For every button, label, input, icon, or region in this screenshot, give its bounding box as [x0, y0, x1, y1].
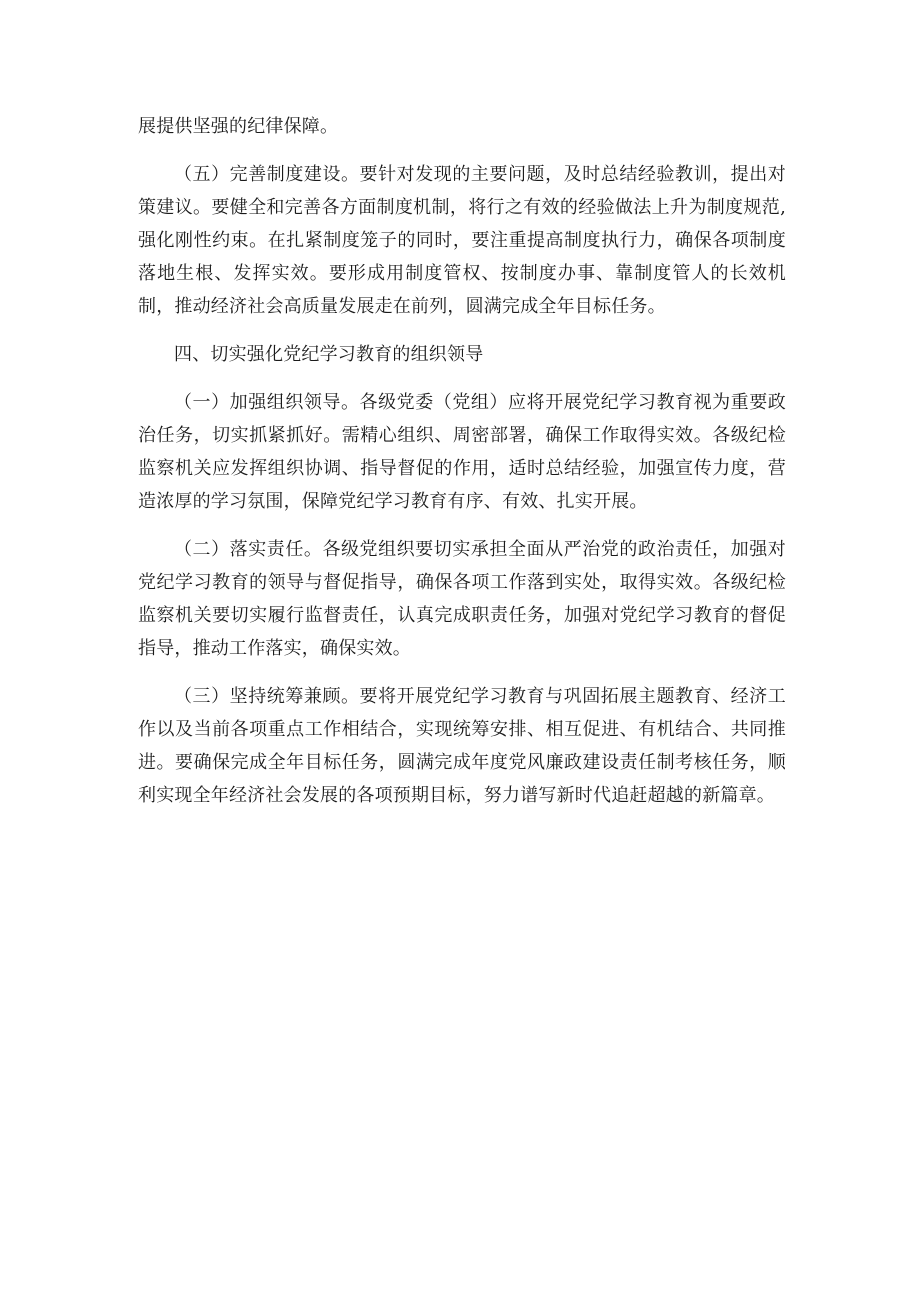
paragraph-subsection-2: （二）落实责任。各级党组织要切实承担全面从严治党的政治责任，加强对党纪学习教育的领导与督促指导，确保各项工作落到实处，取得实效。各级纪检监察机关要切实履行监督责任，认真完成职责任务，加强对党纪学习教育的督促指导，推动工作落实，确保实效。 [138, 539, 786, 659]
paragraph-section-5: （五）完善制度建设。要针对发现的主要问题，及时总结经验教训，提出对策建议。要健全和完善各方面制度机制，将行之有效的经验做法上升为制度规范, 强化刚性约束。在扎紧制度笼子的同时，要注重提高制度执行力，确保各项制度落地生根、发挥实效。要形成用制度管权、按制度办事、靠制度管人的长效机制，推动经济社会高质量发展走在前列，圆满完成全年目标任务。 [138, 164, 786, 317]
paragraph-subsection-3: （三）坚持统筹兼顾。要将开展党纪学习教育与巩固拓展主题教育、经济工作以及当前各项重点工作相结合，实现统筹安排、相互促进、有机结合、共同推进。要确保完成全年目标任务，圆满完成年度党风廉政建设责任制考核任务，顺利实现全年经济社会发展的各项预期目标，努力谱写新时代追赶超越的新篇章。 [138, 686, 786, 806]
paragraph-continuation: 展提供坚强的纪律保障。 [138, 116, 339, 137]
paragraph-subsection-1: （一）加强组织领导。各级党委（党组）应将开展党纪学习教育视为重要政治任务，切实抓紧抓好。需精心组织、周密部署，确保工作取得实效。各级纪检监察机关应发挥组织协调、指导督促的作用，适时总结经验，加强宣传力度，营造浓厚的学习氛围，保障党纪学习教育有序、有效、扎实开展。 [138, 392, 786, 512]
document-body [138, 110, 786, 827]
section-heading-4: 四、切实强化党纪学习教育的组织领导 [174, 344, 484, 365]
